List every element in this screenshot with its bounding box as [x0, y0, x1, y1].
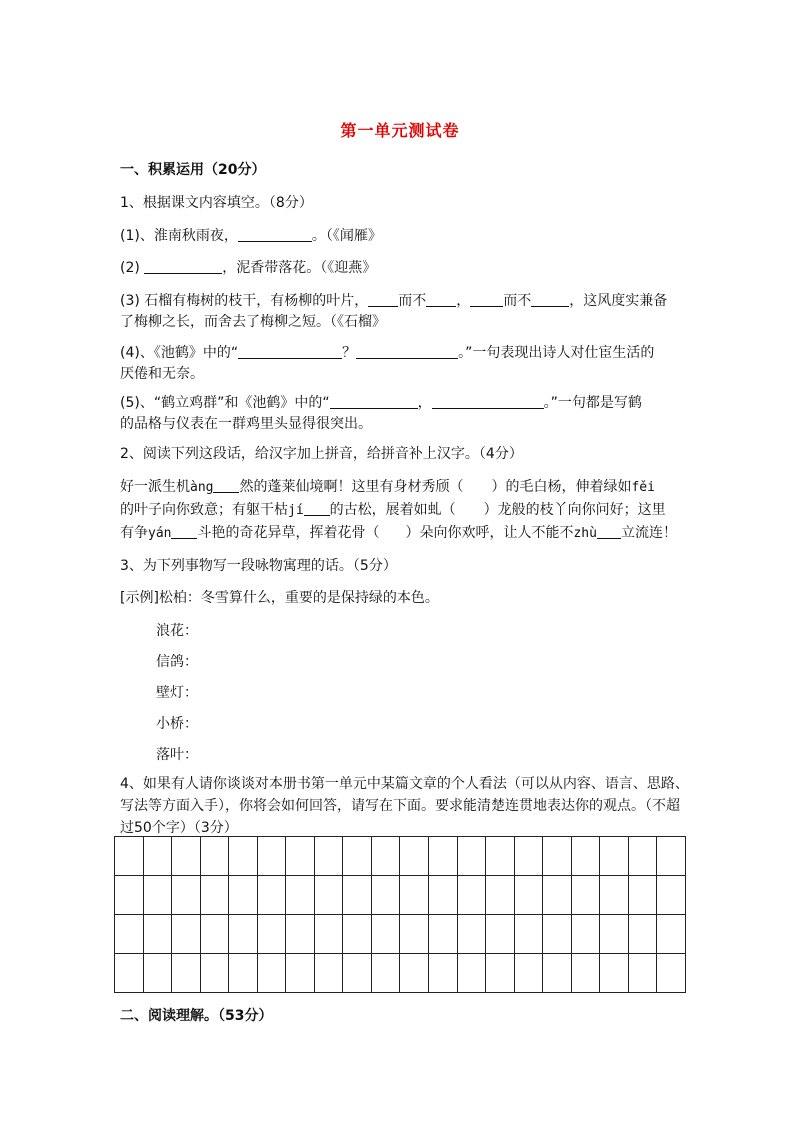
- answer-blank[interactable]: [171, 524, 197, 539]
- q1-item-1: [120, 226, 690, 246]
- grid-cell[interactable]: [628, 876, 657, 915]
- pinyin: yán: [148, 526, 172, 541]
- pinyin: zhù: [573, 526, 597, 541]
- answer-blank[interactable]: [432, 394, 544, 409]
- text: (2): [120, 260, 145, 276]
- grid-cell[interactable]: [200, 954, 229, 993]
- text: 有争: [120, 525, 148, 541]
- grid-cell[interactable]: [286, 876, 315, 915]
- grid-cell[interactable]: [143, 876, 172, 915]
- q1-item-3: [120, 291, 690, 311]
- grid-row: [115, 915, 686, 954]
- q1-item-5: [120, 393, 690, 413]
- grid-cell[interactable]: [400, 954, 429, 993]
- grid-row: [115, 954, 686, 993]
- q3-prompt: 3、为下列事物写一段咏物寓理的话。（5分）: [120, 558, 397, 574]
- grid-cell[interactable]: [314, 876, 343, 915]
- q2-prompt: 2、阅读下列这段话，给汉字加上拼音，给拼音补上汉字。（4分）: [120, 446, 523, 462]
- text: ？: [342, 345, 357, 361]
- grid-cell[interactable]: [143, 915, 172, 954]
- grid-cell[interactable]: [657, 876, 686, 915]
- answer-blank[interactable]: [238, 344, 342, 359]
- grid-cell[interactable]: [657, 915, 686, 954]
- grid-cell[interactable]: [172, 876, 201, 915]
- grid-cell[interactable]: [457, 876, 486, 915]
- text: ）的毛白杨，伸着绿如: [491, 479, 632, 495]
- answer-blank[interactable]: [426, 292, 456, 307]
- grid-cell[interactable]: [343, 954, 372, 993]
- grid-cell[interactable]: [543, 876, 572, 915]
- grid-row: [115, 837, 686, 876]
- grid-cell[interactable]: [371, 837, 400, 876]
- grid-cell[interactable]: [571, 954, 600, 993]
- grid-cell[interactable]: [514, 954, 543, 993]
- grid-cell[interactable]: [628, 837, 657, 876]
- grid-cell[interactable]: [571, 876, 600, 915]
- grid-cell[interactable]: [200, 915, 229, 954]
- grid-cell[interactable]: [229, 837, 258, 876]
- text: 。”一句都是写鹤: [543, 395, 642, 411]
- answer-blank[interactable]: [597, 524, 621, 539]
- text: 立流连！: [620, 525, 677, 541]
- q3-item-wall-lamp: 壁灯：: [156, 685, 198, 701]
- text: ，: [417, 395, 432, 411]
- grid-cell[interactable]: [314, 954, 343, 993]
- page-title: 第一单元测试卷: [340, 121, 460, 140]
- text: (5)、“鹤立鸡群”和《池鹤》中的“: [120, 395, 330, 411]
- grid-cell[interactable]: [371, 915, 400, 954]
- grid-cell[interactable]: [314, 837, 343, 876]
- grid-cell[interactable]: [486, 837, 515, 876]
- grid-cell[interactable]: [457, 915, 486, 954]
- grid-cell[interactable]: [343, 915, 372, 954]
- grid-cell[interactable]: [657, 954, 686, 993]
- text: (3) 石榴有梅树的枝干，有杨柳的叶片，: [120, 293, 369, 309]
- grid-cell[interactable]: [286, 954, 315, 993]
- q1-item-3-continued: 了梅柳之长，而舍去了梅柳之短。（《石榴》: [120, 314, 386, 330]
- q3-item-pigeon: 信鸽：: [156, 654, 198, 670]
- grid-cell[interactable]: [229, 954, 258, 993]
- grid-cell[interactable]: [371, 954, 400, 993]
- grid-cell[interactable]: [115, 876, 144, 915]
- q1-item-2: [120, 258, 690, 278]
- grid-cell[interactable]: [257, 915, 286, 954]
- grid-row: [115, 876, 686, 915]
- grid-cell[interactable]: [115, 915, 144, 954]
- grid-cell[interactable]: [200, 876, 229, 915]
- grid-cell[interactable]: [257, 954, 286, 993]
- grid-cell[interactable]: [371, 876, 400, 915]
- text: ）朵向你欢呼，让人不能不: [405, 525, 574, 541]
- answer-blank[interactable]: [144, 259, 222, 274]
- grid-cell[interactable]: [143, 954, 172, 993]
- grid-cell[interactable]: [543, 954, 572, 993]
- q1-item-5-continued: 的品格与仪表在一群鸡里头显得很突出。: [120, 416, 372, 432]
- grid-cell[interactable]: [543, 837, 572, 876]
- grid-cell[interactable]: [657, 837, 686, 876]
- q4-prompt-line-3: 过50个字）（3分）: [120, 820, 238, 836]
- text: 。”一句表现出诗人对仕宦生活的: [458, 345, 655, 361]
- text: 的叶子向你致意；有躯干枯: [120, 502, 288, 518]
- text: ，: [456, 293, 471, 309]
- grid-cell[interactable]: [172, 954, 201, 993]
- grid-cell[interactable]: [600, 915, 629, 954]
- grid-cell[interactable]: [600, 954, 629, 993]
- grid-cell[interactable]: [172, 837, 201, 876]
- answer-blank[interactable]: [368, 292, 398, 307]
- grid-cell[interactable]: [429, 915, 458, 954]
- grid-cell[interactable]: [343, 837, 372, 876]
- grid-cell[interactable]: [486, 915, 515, 954]
- grid-cell[interactable]: [257, 837, 286, 876]
- text: 。（《闻雁》: [311, 228, 382, 244]
- answer-blank[interactable]: [304, 501, 330, 516]
- grid-cell[interactable]: [143, 837, 172, 876]
- answer-blank[interactable]: [330, 394, 418, 409]
- text: 而不: [503, 293, 532, 309]
- q2-passage-line-3: [120, 523, 690, 544]
- grid-cell[interactable]: [115, 954, 144, 993]
- q2-passage-line-2: [120, 500, 690, 521]
- q4-prompt-line-1: 4、如果有人请你谈谈对本册书第一单元中某篇文章的个人看法（可以从内容、语言、思路、: [120, 776, 689, 792]
- answer-blank[interactable]: [356, 344, 458, 359]
- text: 而不: [398, 293, 427, 309]
- grid-cell[interactable]: [543, 915, 572, 954]
- grid-cell[interactable]: [514, 837, 543, 876]
- q4-prompt-line-2: 写法等方面入手），你将会如何回答，请写在下面。要求能清楚连贯地表达你的观点。（不超: [120, 798, 680, 814]
- pinyin: jí: [288, 503, 304, 518]
- text: 然的蓬莱仙境啊！这里有身材秀颀（: [239, 479, 464, 495]
- text: ，泥香带落花。（《迎燕》: [222, 260, 377, 276]
- grid-cell[interactable]: [400, 876, 429, 915]
- grid-cell[interactable]: [457, 837, 486, 876]
- text: 斗艳的奇花异草，挥着花骨（: [197, 525, 380, 541]
- grid-cell[interactable]: [115, 837, 144, 876]
- grid-cell[interactable]: [457, 954, 486, 993]
- answer-blank[interactable]: [531, 292, 569, 307]
- grid-cell[interactable]: [600, 837, 629, 876]
- text: ）龙般的枝丫向你问好；这里: [483, 502, 666, 518]
- q3-item-bridge: 小桥：: [156, 716, 198, 732]
- grid-cell[interactable]: [286, 915, 315, 954]
- grid-cell[interactable]: [486, 876, 515, 915]
- q1-item-4: [120, 343, 690, 363]
- grid-cell[interactable]: [600, 876, 629, 915]
- grid-cell[interactable]: [400, 837, 429, 876]
- pinyin: fěi: [631, 480, 655, 495]
- text: 的古松，展着如虬（: [329, 502, 456, 518]
- answer-grid[interactable]: [114, 836, 686, 993]
- text: (1)、淮南秋雨夜，: [120, 228, 238, 244]
- grid-cell[interactable]: [514, 876, 543, 915]
- q3-example: [示例]松柏：冬雪算什么，重要的是保持绿的本色。: [120, 590, 439, 606]
- grid-cell[interactable]: [429, 876, 458, 915]
- text: 好一派生机: [120, 479, 190, 495]
- grid-cell[interactable]: [571, 837, 600, 876]
- grid-cell[interactable]: [429, 837, 458, 876]
- pinyin: àng: [190, 480, 214, 495]
- section-1-heading: 一、积累运用（20分）: [120, 162, 266, 178]
- answer-blank[interactable]: [470, 292, 503, 307]
- q1-item-4-continued: 厌倦和无奈。: [120, 366, 204, 382]
- grid-cell[interactable]: [286, 837, 315, 876]
- grid-cell[interactable]: [229, 915, 258, 954]
- grid-cell[interactable]: [172, 915, 201, 954]
- q3-item-spray: 浪花：: [156, 623, 198, 639]
- text: (4)、《池鹤》中的“: [120, 345, 239, 361]
- grid-cell[interactable]: [343, 876, 372, 915]
- text: ，这风度实兼备: [569, 293, 668, 309]
- section-2-heading: 二、阅读理解。（53分）: [120, 1008, 273, 1024]
- grid-cell[interactable]: [314, 915, 343, 954]
- grid-cell[interactable]: [400, 915, 429, 954]
- q2-passage-line-1: [120, 477, 690, 498]
- grid-cell[interactable]: [257, 876, 286, 915]
- grid-cell[interactable]: [514, 915, 543, 954]
- grid-cell[interactable]: [200, 837, 229, 876]
- grid-cell[interactable]: [486, 954, 515, 993]
- grid-cell[interactable]: [628, 954, 657, 993]
- grid-cell[interactable]: [571, 915, 600, 954]
- answer-blank[interactable]: [213, 478, 239, 493]
- grid-cell[interactable]: [229, 876, 258, 915]
- q1-prompt: 1、根据课文内容填空。（8分）: [120, 195, 313, 211]
- answer-blank[interactable]: [238, 227, 312, 242]
- grid-cell[interactable]: [429, 954, 458, 993]
- grid-cell[interactable]: [628, 915, 657, 954]
- q3-item-leaf: 落叶：: [156, 747, 198, 763]
